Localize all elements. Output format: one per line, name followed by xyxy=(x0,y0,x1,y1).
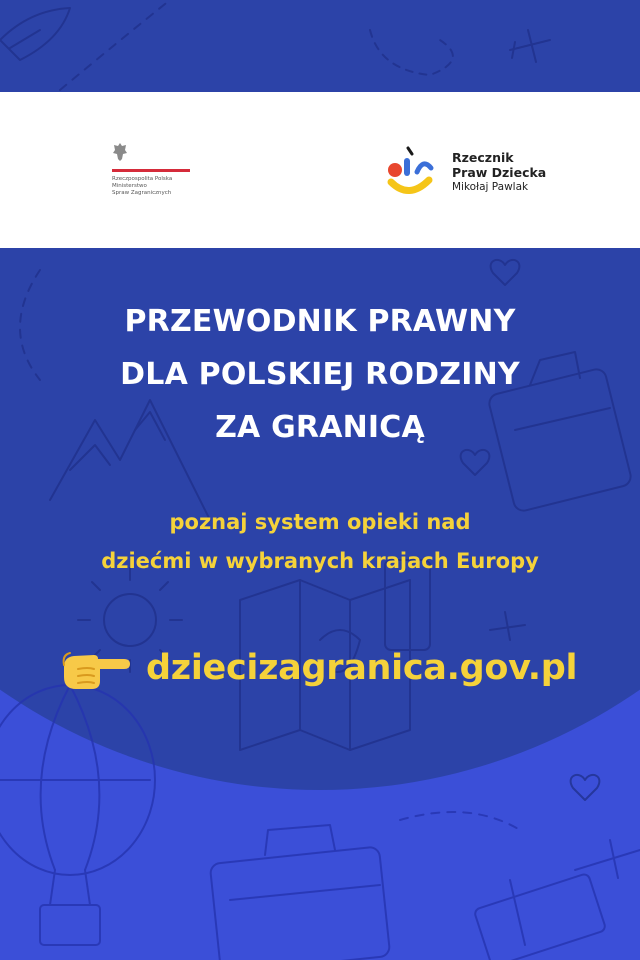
briefcase-icon xyxy=(210,825,391,960)
rpd-line-1: Rzecznik xyxy=(452,150,514,165)
title-line-3: ZA GRANICĄ xyxy=(215,410,425,445)
heart-icon xyxy=(571,775,600,800)
mfa-line-2: Ministerstwo xyxy=(112,183,147,189)
website-link[interactable]: dziecizagranica.gov.pl xyxy=(146,648,578,688)
airplane-icon xyxy=(575,840,640,878)
main-title xyxy=(0,295,640,454)
mfa-logo xyxy=(96,132,206,208)
dashed-path xyxy=(400,812,520,830)
title-line-2: DLA POLSKIEJ RODZINY xyxy=(120,357,520,392)
mfa-line-3: Spraw Zagranicznych xyxy=(112,190,172,196)
mfa-logo-text xyxy=(112,176,172,197)
pointing-hand-icon xyxy=(60,645,130,695)
subtitle-line-2: dziećmi w wybranych krajach Europy xyxy=(101,549,539,573)
rpd-logo-text xyxy=(452,150,546,195)
subtitle-line-1: poznaj system opieki nad xyxy=(169,510,471,534)
ticket-icon xyxy=(474,873,607,960)
mfa-flag-line xyxy=(112,169,190,172)
logo-band xyxy=(0,92,640,248)
rpd-smile-mark-icon xyxy=(381,144,437,200)
rpd-logo xyxy=(381,144,561,200)
subtitle xyxy=(0,503,640,581)
rpd-name: Mikołaj Pawlak xyxy=(452,181,529,193)
mfa-line-1: Rzeczpospolita Polska xyxy=(112,176,173,182)
rpd-line-2: Praw Dziecka xyxy=(452,165,547,180)
title-line-1: PRZEWODNIK PRAWNY xyxy=(124,304,516,339)
eagle-emblem-icon xyxy=(112,142,128,162)
